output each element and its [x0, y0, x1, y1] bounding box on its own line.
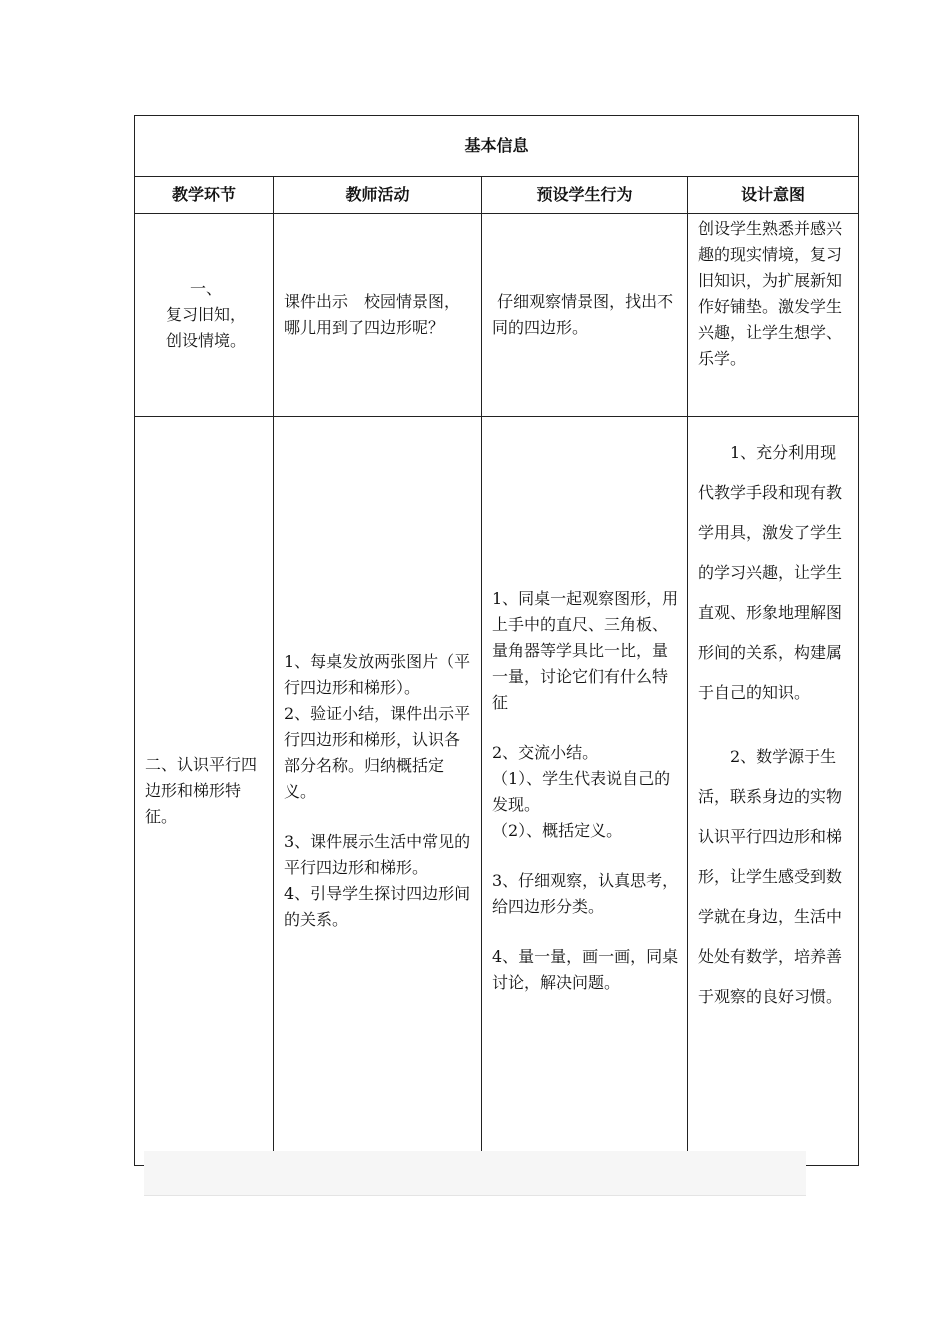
stage-line: 创设情境。	[165, 331, 246, 350]
student-behavior-cell	[482, 417, 688, 1166]
lesson-plan-table	[134, 115, 859, 1166]
teacher-step: 2、验证小结，课件出示平行四边形和梯形，认识各部分名称。归纳概括定义。	[284, 704, 471, 801]
student-step: 2、交流小结。	[492, 743, 599, 762]
footer-band	[144, 1151, 806, 1196]
header-teacher: 教师活动	[274, 177, 482, 214]
table-row	[135, 417, 859, 1166]
teacher-step: 3、课件展示生活中常见的平行四边形和梯形。	[284, 832, 471, 877]
student-step: 1、同桌一起观察图形，用上手中的直尺、三角板、量角器等学具比一比，量一量，讨论它们有什么特征	[492, 589, 679, 712]
teacher-activity-cell	[274, 417, 482, 1166]
student-step: （2）、概括定义。	[492, 821, 623, 840]
table-row	[135, 214, 859, 417]
spacer	[284, 805, 475, 829]
teacher-step: 1、每桌发放两张图片（平行四边形和梯形）。	[284, 652, 471, 697]
stage-cell: 二、认识平行四边形和梯形特征。	[135, 417, 274, 1166]
spacer	[492, 716, 681, 740]
spacer	[698, 713, 852, 737]
stage-line: 复习旧知，	[165, 305, 246, 324]
student-behavior-cell: 仔细观察情景图，找出不同的四边形。	[482, 214, 688, 417]
design-intent-cell	[688, 417, 859, 1166]
header-student: 预设学生行为	[482, 177, 688, 214]
student-step: （1）、学生代表说自己的发现。	[492, 769, 671, 814]
spacer	[492, 844, 681, 868]
table-title: 基本信息	[135, 116, 859, 177]
stage-line: 一、	[189, 279, 222, 298]
spacer	[492, 920, 681, 944]
intent-paragraph: 2、数学源于生活，联系身边的实物认识平行四边形和梯形，让学生感受到数学就在身边，生活中处处有数学，培养善于观察的良好习惯。	[698, 747, 843, 1006]
header-stage: 教学环节	[135, 177, 274, 214]
student-step: 4、量一量，画一画，同桌讨论，解决问题。	[492, 947, 679, 992]
header-intent: 设计意图	[688, 177, 859, 214]
student-step: 3、仔细观察，认真思考，给四边形分类。	[492, 871, 679, 916]
header-row	[135, 177, 859, 214]
stage-cell	[135, 214, 274, 417]
intent-paragraph: 1、充分利用现代教学手段和现有教学用具，激发了学生的学习兴趣，让学生直观、形象地理解图形间的关系，构建属于自己的知识。	[698, 443, 843, 702]
teacher-step: 4、引导学生探讨四边形间的关系。	[284, 884, 471, 929]
teacher-activity-cell: 课件出示 校园情景图，哪儿用到了四边形呢？	[274, 214, 482, 417]
design-intent-cell: 创设学生熟悉并感兴趣的现实情境，复习旧知识，为扩展新知作好铺垫。激发学生兴趣，让学生想学、乐学。	[688, 214, 859, 417]
